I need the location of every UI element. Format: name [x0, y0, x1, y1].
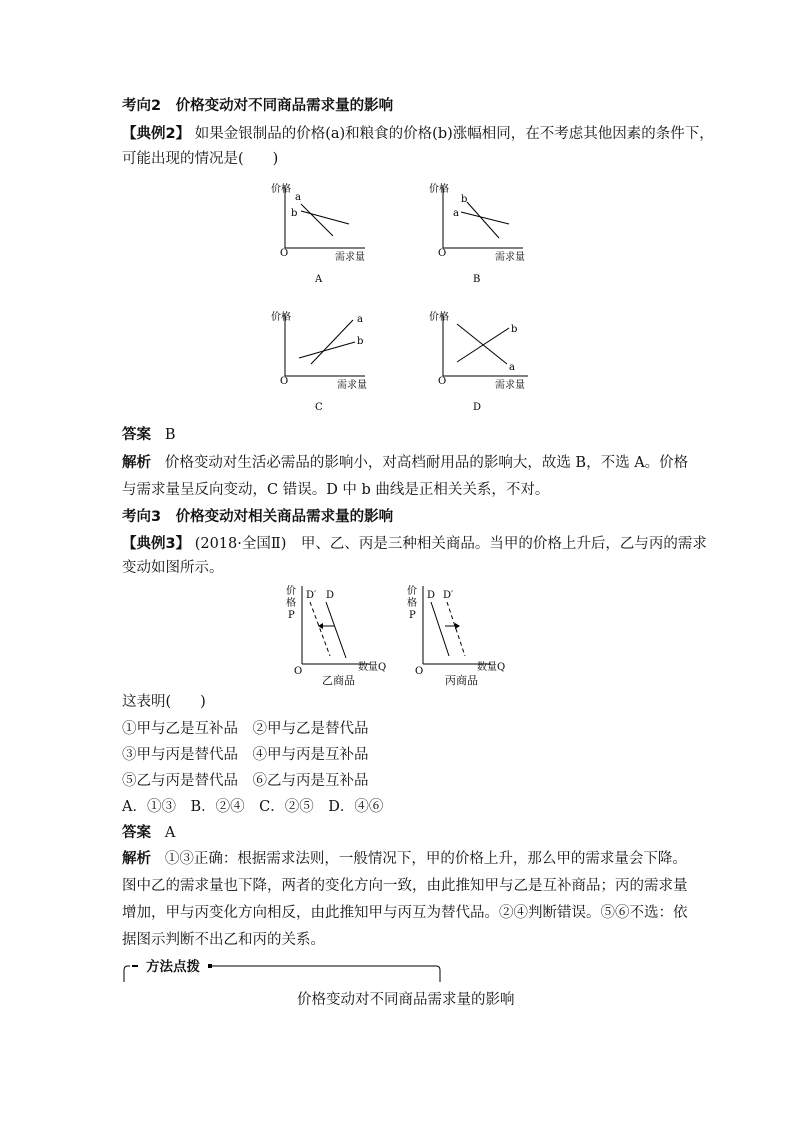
graph-yi-origin: O — [294, 666, 303, 677]
example-3-stem: 这表明( ) — [122, 694, 206, 710]
example-3-analysis-line2: 图中乙的需求量也下降，两者的变化方向一致，由此推知甲与乙是互补商品；丙的需求量 — [122, 878, 688, 894]
example-3-tag: 【典例3】 — [122, 536, 191, 552]
example-2-analysis-line1 — [122, 453, 688, 473]
example-2-question-line1 — [122, 124, 714, 144]
graph-bing-y-label3: P — [409, 610, 416, 621]
graph-yi-x-label: 数量Q — [358, 662, 387, 673]
graph-d-label-b: b — [511, 324, 518, 335]
graph-b — [423, 178, 533, 286]
graph-yi — [280, 582, 400, 688]
graph-b-label-a: a — [453, 208, 459, 219]
graph-b-label-b: b — [461, 194, 468, 205]
graph-yi-d-label: D — [326, 590, 335, 601]
graph-bing-origin: O — [415, 666, 424, 677]
graph-c-label-a: a — [357, 314, 363, 325]
example-2-question-line2: 可能出现的情况是( ) — [122, 151, 279, 167]
graph-bing-arrow-head — [455, 623, 460, 629]
graph-bing-d-label: D — [427, 590, 436, 601]
example-3-analysis-line1 — [122, 849, 687, 869]
graph-c — [265, 306, 375, 414]
example-3-analysis-line4: 据图示判断不出乙和丙的关系。 — [122, 932, 325, 948]
graph-c-label-b: b — [357, 336, 364, 347]
graph-c-line-a — [311, 320, 353, 364]
graph-a-label-a: a — [295, 192, 301, 203]
example-2-question-text1: 如果金银制品的价格(a)和粮食的价格(b)涨幅相同，在不考虑其他因素的条件下， — [194, 126, 714, 142]
graph-bing-dprime-line — [447, 602, 465, 656]
graph-yi-caption: 乙商品 — [322, 674, 355, 687]
graph-yi-y-label2: 格 — [286, 598, 296, 609]
graph-a-x-label: 需求量 — [335, 252, 365, 263]
graph-b-y-label: 价格 — [429, 184, 449, 195]
graph-d-line-a — [457, 324, 507, 364]
graph-c-caption: C — [315, 402, 323, 413]
example-2-answer-label: 答案 — [122, 427, 151, 443]
graph-d-line-b — [457, 328, 509, 362]
example-3-answer-value: A — [164, 825, 176, 841]
graph-yi-arrow-head — [318, 623, 323, 629]
method-box-dash-left — [132, 965, 138, 967]
graph-a-label-b: b — [291, 208, 298, 219]
example-2-answer-value: B — [164, 427, 176, 443]
example-2-tag: 【典例2】 — [122, 126, 191, 142]
method-box-dot-right — [208, 964, 212, 968]
graph-bing-x-label: 数量Q — [477, 662, 506, 673]
graph-d-y-label: 价格 — [429, 312, 449, 323]
example-3-options-12: ①甲与乙是互补品 ②甲与乙是替代品 — [122, 721, 369, 737]
method-subtitle: 价格变动对不同商品需求量的影响 — [297, 992, 515, 1008]
graph-d-origin: O — [438, 376, 447, 387]
graph-a-origin: O — [280, 248, 289, 259]
graph-c-y-label: 价格 — [271, 312, 291, 323]
graph-d-x-label: 需求量 — [495, 380, 525, 391]
example-2-analysis-text1: 价格变动对生活必需品的影响小，对高档耐用品的影响大，故选 B，不选 A。价格 — [164, 455, 689, 471]
graph-b-caption: B — [473, 274, 481, 285]
graph-yi-dprime-label: D′ — [306, 590, 317, 601]
example-3-question-line1 — [122, 534, 707, 554]
graph-yi-dprime-line — [310, 602, 330, 656]
section-heading-3: 考向3 价格变动对相关商品需求量的影响 — [122, 509, 394, 525]
example-3-analysis-line3: 增加，甲与丙变化方向相反，由此推知甲与丙互为替代品。②④判断错误。⑤⑥不选：依 — [122, 905, 688, 921]
graph-d-caption: D — [473, 402, 482, 413]
graph-b-origin: O — [438, 248, 447, 259]
graph-b-x-label: 需求量 — [495, 252, 525, 263]
graph-bing-y-label2: 格 — [407, 598, 417, 609]
graph-yi-y-label1: 价 — [286, 586, 296, 597]
example-3-options-34: ③甲与丙是替代品 ④甲与丙是互补品 — [122, 747, 369, 763]
graph-bing — [405, 582, 525, 688]
example-3-answer-label: 答案 — [122, 825, 151, 841]
graph-yi-y-label3: P — [288, 610, 295, 621]
graph-a-line-a — [301, 204, 333, 236]
graph-a — [265, 178, 370, 286]
example-3-question-text1: (2018·全国Ⅱ) 甲、乙、丙是三种相关商品。当甲的价格上升后，乙与丙的需求 — [194, 536, 707, 552]
example-3-options-56: ⑤乙与丙是替代品 ⑥乙与丙是互补品 — [122, 773, 369, 789]
graph-d-label-a: a — [509, 362, 515, 373]
graph-c-line-b — [299, 342, 355, 358]
graph-a-caption: A — [315, 274, 323, 285]
example-3-question-line2: 变动如图所示。 — [122, 560, 224, 576]
graph-a-y-label1: 价格 — [271, 184, 291, 195]
example-2-analysis-line2: 与需求量呈反向变动，C 错误。D 中 b 曲线是正相关关系，不对。 — [122, 482, 550, 498]
example-3-choices: A．①③ B．②④ C．②⑤ D．④⑥ — [122, 799, 384, 815]
example-3-analysis-label: 解析 — [122, 851, 151, 867]
example-3-analysis-text1: ①③正确：根据需求法则，一般情况下，甲的价格上升，那么甲的需求量会下降。 — [164, 851, 687, 867]
graph-bing-d-line — [431, 602, 449, 656]
graph-d — [423, 306, 538, 414]
method-title: 方法点拨 — [146, 959, 200, 975]
example-3-answer — [122, 823, 175, 843]
graph-yi-d-line — [326, 602, 346, 658]
graph-c-x-label: 需求量 — [337, 380, 367, 391]
graph-bing-y-label1: 价 — [407, 586, 417, 597]
section-heading-2: 考向2 价格变动对不同商品需求量的影响 — [122, 98, 394, 114]
example-2-answer — [122, 425, 175, 445]
graph-a-line-b — [301, 211, 349, 224]
graph-c-origin: O — [280, 376, 289, 387]
graph-bing-caption: 丙商品 — [445, 674, 478, 687]
graph-bing-dprime-label: D′ — [443, 590, 454, 601]
example-2-analysis-label: 解析 — [122, 455, 151, 471]
